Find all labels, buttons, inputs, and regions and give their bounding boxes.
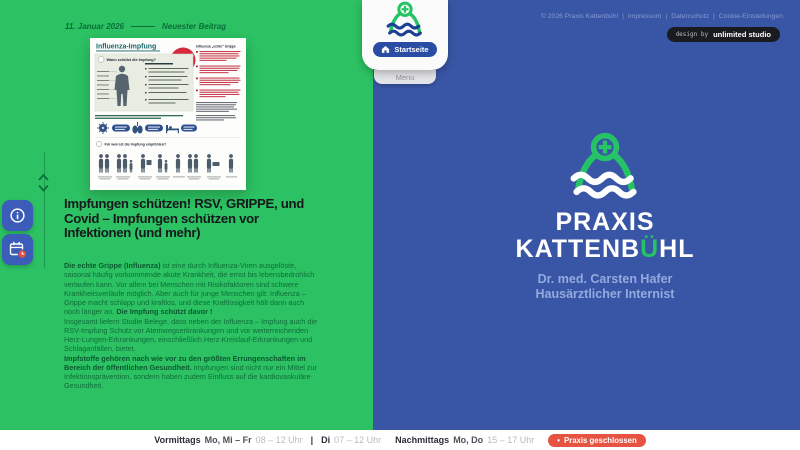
info-icon <box>9 207 26 224</box>
morning-label: Vormittags <box>154 435 201 445</box>
menu-tab[interactable] <box>374 70 436 84</box>
post-p2: Insgesamt liefern Studie Belege, dass neben der Influenza – Impfung auch die RSV-Impfung Schutz vor Atemwegserkrankungen und vor weiterreichenden Herz-Lungen-Erkrankungen, einschließlich Herz-Kreislauf-Erkrankungen und Schlaganfällen, bietet. <box>64 316 318 354</box>
scroll-up-icon[interactable] <box>38 173 49 182</box>
brand-name-line2: KATTENBÜHL <box>515 234 695 263</box>
flyer-title: Influenza-Impfung <box>96 43 157 51</box>
brand-block <box>453 130 757 303</box>
link-impressum[interactable]: Impressum <box>627 13 662 20</box>
flyer-right-heading: Influenza „echte“ Grippe <box>196 44 236 49</box>
dash-divider <box>131 26 155 27</box>
home-button[interactable] <box>373 42 436 57</box>
opening-hours-bar: Vormittags Mo, Mi – Fr 08 – 12 Uhr | Di 07 – 12 Uhr Nachmittags Mo, Do 15 – 17 Uhr • Praxis geschlossen <box>0 430 800 450</box>
post-p3-lead: Impfstoffe gehören nach wie vor zu den größten Errungenschaften im Bereich der öffentlichen Gesundheit. <box>64 353 306 372</box>
calendar-clock-icon <box>8 240 27 259</box>
post-date: 11. Januar 2026 <box>65 22 125 31</box>
post-p1-body: ist eine durch Influenza-Viren ausgelöste, saisonal häufig vorkommende akute Krankheit, die ernst bis lebensbedrohlich verlaufen kann. Vor allem bei Menschen mit Risikofaktoren sind schwere Krankheitsverläufe möglich. Aber auch für junge Menschen gilt: Influenza – Grippe macht schlapp und kraftlos, und diese Kraftlosigkeit hält dann auch noch länger an. <box>64 261 315 317</box>
tuesday-label: Di <box>321 435 331 445</box>
post-title[interactable]: Impfungen schützen! RSV, GRIPPE, und Covid – Impfungen schützen vor Infektionen (und mehr) <box>64 196 305 241</box>
copyright-text: © 2026 Praxis Kattenbühl <box>540 13 619 20</box>
post-p3-body: Impfungen sind nicht nur ein Mittel zur Infektionsprävention, sondern haben zudem Einfluss auf die kardiovaskuläre Gesundheit. <box>64 362 318 391</box>
appointment-button[interactable] <box>2 234 33 265</box>
status-badge <box>548 434 646 447</box>
flyer-section2-heading: Für wen ist die Impfung empfohlen? <box>104 142 167 147</box>
brand-name-line1: PRAXIS <box>555 208 655 236</box>
check-icon <box>96 141 102 147</box>
post-p1-tail: Die Impfung schützt davor ! <box>116 307 213 317</box>
home-icon <box>381 45 390 54</box>
post-body <box>64 261 321 391</box>
clinic-logo-icon <box>382 0 428 40</box>
post-meta <box>65 22 226 31</box>
post-p1-lead: Die echte Grippe (Influenza) <box>64 261 161 270</box>
nav-card <box>362 0 448 70</box>
praxis-logo-icon <box>561 130 649 204</box>
latest-post-label: Neuester Beitrag <box>162 22 227 31</box>
link-datenschutz[interactable]: Datenschutz <box>671 13 709 20</box>
status-dot: • <box>557 435 560 445</box>
brand-subtitle: Dr. med. Carsten Hafer Hausärztlicher Internist <box>535 272 675 302</box>
menu-label: Menu <box>395 72 415 82</box>
brand-accent-letter: Ü <box>640 234 660 263</box>
link-cookie-einstellungen[interactable]: Cookie-Einstellungen <box>718 13 783 20</box>
status-text: Praxis geschlossen <box>563 435 637 445</box>
afternoon-label: Nachmittags <box>395 435 450 445</box>
info-button[interactable] <box>2 200 33 231</box>
cloud-icon <box>98 57 104 63</box>
design-credit-button[interactable]: design by unlimited studio <box>667 27 780 42</box>
flyer-section1-heading: Wann schützt die Impfung? <box>106 58 156 62</box>
legal-bar: © 2026 Praxis Kattenbühl | Impressum | Datenschutz | Cookie-Einstellungen <box>540 13 783 20</box>
scroll-rail <box>44 152 45 268</box>
scroll-down-icon[interactable] <box>38 184 49 193</box>
home-button-label: Startseite <box>394 45 429 54</box>
influenza-flyer-image[interactable] <box>90 38 246 190</box>
